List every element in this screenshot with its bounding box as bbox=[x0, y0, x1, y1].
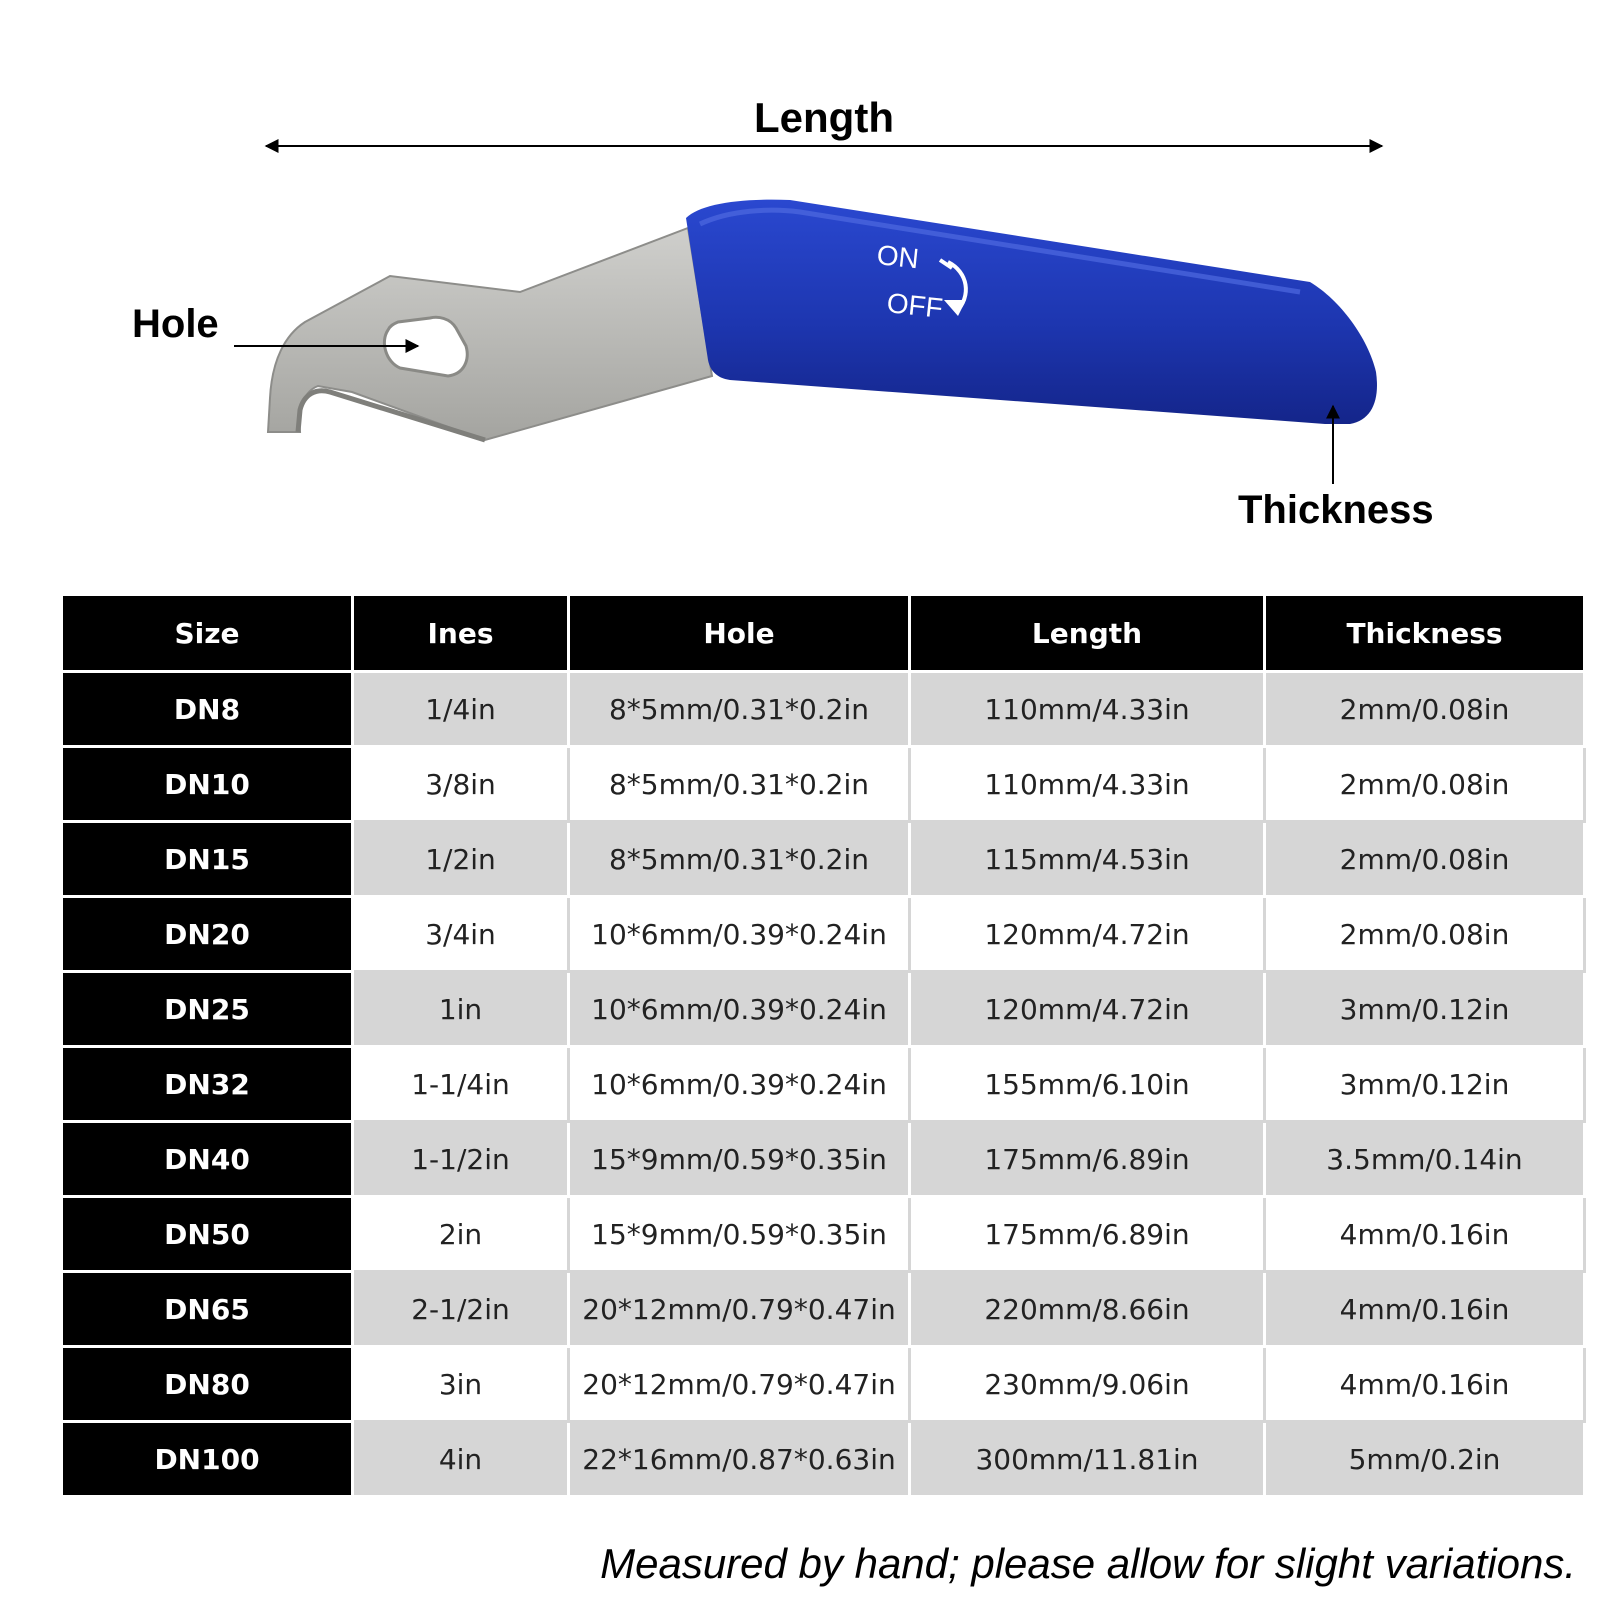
length-cell: 220mm/8.66in bbox=[910, 1272, 1265, 1347]
size-cell: DN50 bbox=[62, 1197, 353, 1272]
thickness-cell: 2mm/0.08in bbox=[1265, 747, 1585, 822]
ines-cell: 2in bbox=[353, 1197, 569, 1272]
size-cell: DN65 bbox=[62, 1272, 353, 1347]
thickness-cell: 5mm/0.2in bbox=[1265, 1422, 1585, 1497]
spec-table bbox=[60, 593, 1586, 1498]
hole-cell: 15*9mm/0.59*0.35in bbox=[569, 1197, 910, 1272]
ines-cell: 1/2in bbox=[353, 822, 569, 897]
thickness-cell: 4mm/0.16in bbox=[1265, 1272, 1585, 1347]
ines-cell: 2-1/2in bbox=[353, 1272, 569, 1347]
table-row bbox=[62, 1422, 1585, 1497]
length-cell: 175mm/6.89in bbox=[910, 1122, 1265, 1197]
hole-cell: 10*6mm/0.39*0.24in bbox=[569, 972, 910, 1047]
ines-cell: 1in bbox=[353, 972, 569, 1047]
size-cell: DN8 bbox=[62, 672, 353, 747]
size-cell: DN32 bbox=[62, 1047, 353, 1122]
table-row bbox=[62, 1047, 1585, 1122]
hole-cell: 15*9mm/0.59*0.35in bbox=[569, 1122, 910, 1197]
table-row bbox=[62, 972, 1585, 1047]
ines-cell: 1-1/2in bbox=[353, 1122, 569, 1197]
table-row bbox=[62, 1197, 1585, 1272]
ines-cell: 3/4in bbox=[353, 897, 569, 972]
measurement-note: Measured by hand; please allow for slight variations. bbox=[600, 1540, 1576, 1587]
thickness-label: Thickness bbox=[1238, 488, 1434, 532]
size-cell: DN15 bbox=[62, 822, 353, 897]
table-row bbox=[62, 672, 1585, 747]
table-header-row bbox=[62, 595, 1585, 672]
length-label: Length bbox=[754, 94, 894, 141]
table-row bbox=[62, 747, 1585, 822]
length-cell: 110mm/4.33in bbox=[910, 747, 1265, 822]
handle-diagram bbox=[0, 0, 1600, 560]
thickness-cell: 3.5mm/0.14in bbox=[1265, 1122, 1585, 1197]
header-thickness: Thickness bbox=[1265, 595, 1585, 672]
length-cell: 110mm/4.33in bbox=[910, 672, 1265, 747]
hole-cell: 8*5mm/0.31*0.2in bbox=[569, 672, 910, 747]
hole-label: Hole bbox=[132, 302, 219, 346]
thickness-cell: 2mm/0.08in bbox=[1265, 897, 1585, 972]
thickness-cell: 3mm/0.12in bbox=[1265, 972, 1585, 1047]
ines-cell: 1/4in bbox=[353, 672, 569, 747]
ines-cell: 3in bbox=[353, 1347, 569, 1422]
header-hole: Hole bbox=[569, 595, 910, 672]
hole-cell: 20*12mm/0.79*0.47in bbox=[569, 1272, 910, 1347]
length-cell: 175mm/6.89in bbox=[910, 1197, 1265, 1272]
length-cell: 300mm/11.81in bbox=[910, 1422, 1265, 1497]
thickness-cell: 4mm/0.16in bbox=[1265, 1197, 1585, 1272]
thickness-cell: 3mm/0.12in bbox=[1265, 1047, 1585, 1122]
table-row bbox=[62, 897, 1585, 972]
header-size: Size bbox=[62, 595, 353, 672]
hole-cell: 20*12mm/0.79*0.47in bbox=[569, 1347, 910, 1422]
size-cell: DN10 bbox=[62, 747, 353, 822]
length-cell: 155mm/6.10in bbox=[910, 1047, 1265, 1122]
table-row bbox=[62, 822, 1585, 897]
handle-illustration bbox=[0, 0, 1600, 560]
table-row bbox=[62, 1272, 1585, 1347]
length-cell: 115mm/4.53in bbox=[910, 822, 1265, 897]
ines-cell: 3/8in bbox=[353, 747, 569, 822]
hole-cell: 8*5mm/0.31*0.2in bbox=[569, 822, 910, 897]
size-cell: DN25 bbox=[62, 972, 353, 1047]
header-length: Length bbox=[910, 595, 1265, 672]
hole-cell: 8*5mm/0.31*0.2in bbox=[569, 747, 910, 822]
hole-cell: 22*16mm/0.87*0.63in bbox=[569, 1422, 910, 1497]
header-ines: Ines bbox=[353, 595, 569, 672]
ines-cell: 4in bbox=[353, 1422, 569, 1497]
length-cell: 120mm/4.72in bbox=[910, 897, 1265, 972]
hole-cell: 10*6mm/0.39*0.24in bbox=[569, 1047, 910, 1122]
handle-on-text: ON bbox=[875, 239, 921, 275]
size-cell: DN20 bbox=[62, 897, 353, 972]
blue-grip bbox=[686, 200, 1377, 424]
handle-off-text: OFF bbox=[885, 287, 945, 324]
length-cell: 230mm/9.06in bbox=[910, 1347, 1265, 1422]
size-cell: DN100 bbox=[62, 1422, 353, 1497]
metal-lever bbox=[268, 228, 712, 440]
size-cell: DN80 bbox=[62, 1347, 353, 1422]
ines-cell: 1-1/4in bbox=[353, 1047, 569, 1122]
thickness-cell: 4mm/0.16in bbox=[1265, 1347, 1585, 1422]
length-cell: 120mm/4.72in bbox=[910, 972, 1265, 1047]
table-row bbox=[62, 1122, 1585, 1197]
thickness-cell: 2mm/0.08in bbox=[1265, 672, 1585, 747]
size-cell: DN40 bbox=[62, 1122, 353, 1197]
thickness-cell: 2mm/0.08in bbox=[1265, 822, 1585, 897]
hole-cell: 10*6mm/0.39*0.24in bbox=[569, 897, 910, 972]
table-row bbox=[62, 1347, 1585, 1422]
